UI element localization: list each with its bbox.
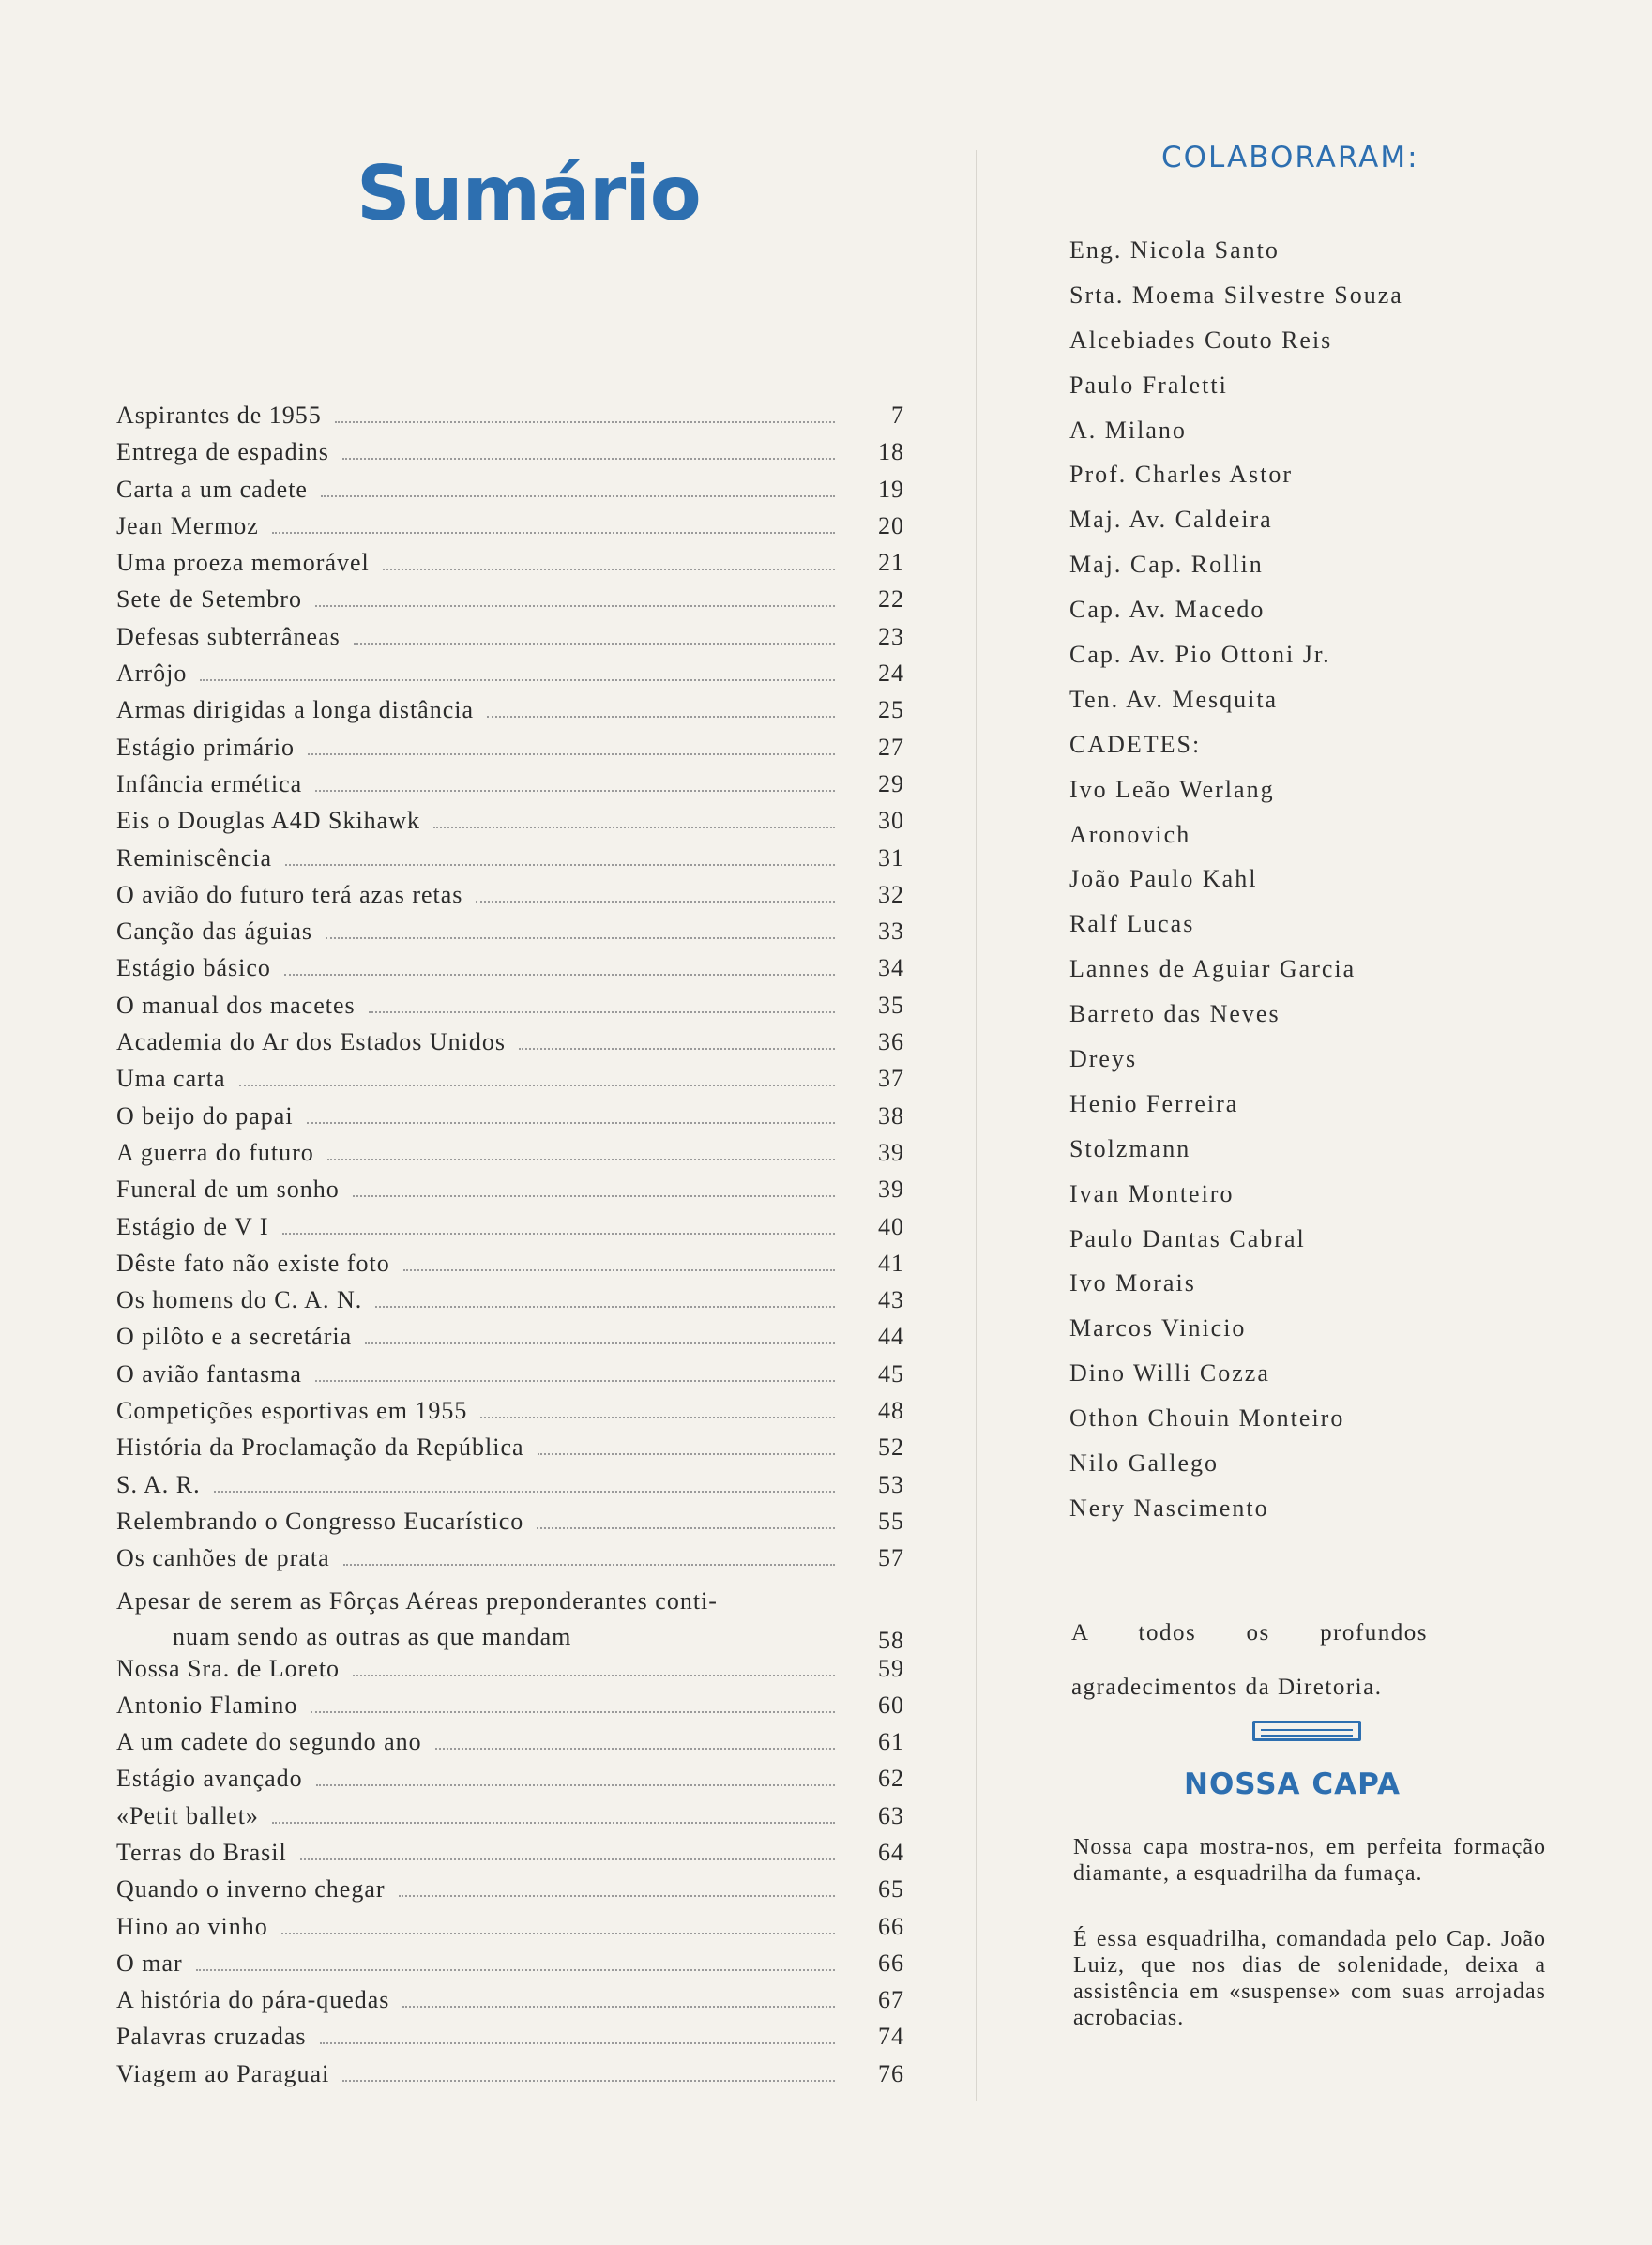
contributor-name: Ralf Lucas (1069, 910, 1195, 938)
toc-entry-title: Estágio primário (116, 733, 296, 761)
toc-entry (116, 438, 904, 475)
toc-entry-page: 19 (878, 475, 904, 503)
toc-entry-title: Hino ao vinho (116, 1912, 268, 1940)
toc-entry (116, 660, 904, 696)
toc-entry-title: Quando o inverno chegar (116, 1875, 386, 1904)
toc-entry-page: 52 (878, 1433, 904, 1462)
contributor-name: Paulo Fraletti (1069, 371, 1228, 399)
contributor-name: Aronovich (1069, 820, 1191, 848)
toc-entry-page: 58 (878, 1626, 904, 1654)
toc-entry (116, 954, 904, 991)
dot-leader (476, 900, 835, 903)
toc-entry (116, 1433, 904, 1470)
contributor-name: A. Milano (1069, 416, 1187, 444)
toc-entry (116, 585, 904, 622)
contributor-name: Dreys (1069, 1045, 1138, 1073)
toc-entry-title: Estágio básico (116, 954, 271, 982)
dot-leader (369, 1010, 835, 1013)
toc-entry (116, 1102, 904, 1139)
toc-entry-page: 57 (878, 1544, 904, 1572)
toc-entry (116, 549, 904, 585)
toc-entry-page: 25 (878, 696, 904, 724)
dot-leader (321, 494, 835, 497)
toc-entry (116, 1875, 904, 1912)
toc-entry (116, 2023, 904, 2059)
toc-entry-title: O avião fantasma (116, 1359, 302, 1388)
toc-entry-page: 40 (878, 1212, 904, 1240)
toc-entry (116, 1949, 904, 1986)
column-divider (976, 150, 977, 2101)
dot-leader (342, 457, 835, 460)
wings-emblem-icon (1252, 1721, 1361, 1741)
cadetes-subheading: CADETES: (1069, 730, 1202, 758)
dot-leader (316, 1783, 835, 1786)
toc-entry-page: 35 (878, 991, 904, 1019)
toc-entry-title: História da Proclamação da República (116, 1433, 524, 1462)
toc-entry (116, 1508, 904, 1544)
toc-entry-title: O avião do futuro terá azas retas (116, 880, 463, 908)
toc-entry-page: 27 (878, 733, 904, 761)
toc-entry-title (116, 1584, 823, 1655)
contributor-name: Alcebiades Couto Reis (1069, 326, 1333, 354)
dot-leader (326, 936, 835, 939)
toc-entry-page: 37 (878, 1065, 904, 1093)
contributor-name: Ivan Monteiro (1069, 1179, 1235, 1207)
toc-entry-title: Entrega de espadins (116, 438, 329, 466)
dot-leader (308, 752, 835, 755)
toc-entry-title: A história do pára-quedas (116, 1986, 390, 2014)
contributor-name: Nilo Gallego (1069, 1449, 1220, 1478)
toc-entry (116, 512, 904, 549)
contributor-name: Nery Nascimento (1069, 1494, 1269, 1522)
contributor-name: Ten. Av. Mesquita (1069, 685, 1279, 713)
contributor-name: Lannes de Aguiar Garcia (1069, 955, 1356, 983)
toc-entry (116, 1176, 904, 1212)
page-title: Sumário (356, 150, 701, 237)
toc-entry-title: «Petit ballet» (116, 1801, 259, 1829)
dot-leader (480, 1416, 835, 1418)
toc-entry-title: Estágio avançado (116, 1765, 303, 1793)
contributors-list (1069, 236, 1403, 1540)
toc-entry (116, 1582, 904, 1655)
toc-entry-page: 60 (878, 1691, 904, 1719)
toc-entry-page: 23 (878, 622, 904, 650)
toc-entry (116, 1250, 904, 1286)
dot-leader (281, 1932, 835, 1934)
toc-entry-page: 30 (878, 807, 904, 835)
toc-entry-page: 62 (878, 1765, 904, 1793)
toc-entry-title: Eis o Douglas A4D Skihawk (116, 807, 420, 835)
dot-leader (307, 1121, 835, 1124)
toc-entry-title: O manual dos macetes (116, 991, 356, 1019)
dot-leader (285, 863, 835, 866)
toc-entry-title: Uma carta (116, 1065, 226, 1093)
toc-entry (116, 1802, 904, 1839)
contributor-name: Maj. Cap. Rollin (1069, 551, 1264, 579)
toc-entry (116, 1913, 904, 1949)
nossa-capa-heading: NOSSA CAPA (1184, 1767, 1401, 1801)
toc-entry (116, 1323, 904, 1359)
toc-entry (116, 1286, 904, 1323)
dot-leader (300, 1858, 835, 1860)
dot-leader (403, 1268, 835, 1271)
toc-entry-title: A guerra do futuro (116, 1138, 314, 1166)
toc-entry-page: 39 (878, 1138, 904, 1166)
toc-entry-page: 41 (878, 1249, 904, 1277)
contributor-name: Prof. Charles Astor (1069, 461, 1294, 489)
toc-entry (116, 992, 904, 1028)
toc-entry (116, 1839, 904, 1875)
toc-entry-page: 24 (878, 660, 904, 688)
toc-entry-page: 76 (878, 2059, 904, 2087)
dot-leader (537, 1526, 835, 1529)
toc-entry-page: 32 (878, 880, 904, 908)
thanks-note: A todos os profundos agradecimentos da Diretoria. (1071, 1620, 1428, 1700)
toc-entry (116, 807, 904, 843)
dot-leader (214, 1490, 835, 1493)
contributor-name: Srta. Moema Silvestre Souza (1069, 281, 1403, 309)
toc-entry-title: Terras do Brasil (116, 1838, 287, 1866)
dot-leader (435, 1747, 835, 1750)
toc-entry (116, 1655, 904, 1691)
toc-entry-title: Antonio Flamino (116, 1691, 298, 1719)
dot-leader (433, 826, 835, 828)
toc-entry-title: Carta a um cadete (116, 475, 308, 503)
toc-entry-page: 7 (891, 402, 904, 429)
toc-entry-page: 31 (878, 843, 904, 872)
dot-leader (272, 1821, 835, 1824)
toc-entry-page: 43 (878, 1286, 904, 1314)
toc-entry-page: 18 (878, 438, 904, 466)
toc-entry-title: Jean Mermoz (116, 511, 259, 539)
dot-leader (315, 604, 835, 607)
toc-entry-page: 74 (878, 2023, 904, 2051)
dot-leader (282, 1232, 835, 1235)
toc-entry (116, 881, 904, 918)
toc-entry-title: Canção das águias (116, 918, 313, 946)
dot-leader (365, 1342, 835, 1344)
colaboraram-heading: COLABORARAM: (1161, 141, 1419, 174)
toc-entry (116, 1213, 904, 1250)
contributor-name: Dino Willi Cozza (1069, 1359, 1270, 1388)
squadron-description: É essa esquadrilha, comandada pelo Cap. João Luiz, que nos dias de solenidade, deixa a assistência em «suspense» com suas arrojadas acrobacias. (1073, 1927, 1546, 2030)
contributor-name: Ivo Leão Werlang (1069, 775, 1275, 803)
toc-entry-title: Dêste fato não existe foto (116, 1249, 390, 1277)
toc-entry (116, 844, 904, 881)
toc-entry-page: 59 (878, 1654, 904, 1682)
contributor-name: Eng. Nicola Santo (1069, 236, 1280, 264)
toc-entry-page: 53 (878, 1470, 904, 1498)
dot-leader (311, 1710, 835, 1713)
dot-leader (354, 642, 835, 645)
toc-entry-page: 63 (878, 1801, 904, 1829)
contributor-name: João Paulo Kahl (1069, 865, 1258, 893)
contributor-name: Henio Ferreira (1069, 1089, 1239, 1117)
toc-entry-page: 36 (878, 1028, 904, 1056)
table-of-contents (116, 402, 904, 2097)
dot-leader (335, 420, 835, 423)
toc-entry (116, 2060, 904, 2097)
toc-entry-page: 39 (878, 1176, 904, 1204)
dot-leader (353, 1674, 835, 1676)
toc-entry-page: 22 (878, 585, 904, 614)
dot-leader (315, 789, 835, 792)
contributor-name: Stolzmann (1069, 1134, 1191, 1162)
toc-entry-title-line: Apesar de serem as Fôrças Aéreas preponderantes conti- (116, 1586, 718, 1615)
dot-leader (487, 715, 835, 718)
toc-entry (116, 1028, 904, 1065)
toc-entry-page: 45 (878, 1359, 904, 1388)
dot-leader (315, 1379, 835, 1382)
toc-entry-title: Viagem ao Paraguai (116, 2059, 330, 2087)
contributor-name: Marcos Vinicio (1069, 1314, 1247, 1342)
toc-entry (116, 1986, 904, 2023)
toc-entry-page: 61 (878, 1728, 904, 1756)
contributor-name: Barreto das Neves (1069, 1000, 1281, 1028)
contributor-name: Othon Chouin Monteiro (1069, 1404, 1345, 1433)
toc-entry-title: Relembrando o Congresso Eucarístico (116, 1507, 524, 1535)
toc-entry-page: 55 (878, 1507, 904, 1535)
dot-leader (353, 1194, 835, 1197)
dot-leader (402, 2005, 835, 2008)
toc-entry-title: A um cadete do segundo ano (116, 1728, 422, 1756)
dot-leader (399, 1894, 835, 1897)
toc-entry-title: Competições esportivas em 1955 (116, 1397, 468, 1425)
toc-entry-page: 64 (878, 1838, 904, 1866)
toc-entry-title: Arrôjo (116, 660, 188, 688)
toc-entry-title: Academia do Ar dos Estados Unidos (116, 1028, 507, 1056)
toc-entry-title: Funeral de um sonho (116, 1176, 340, 1204)
toc-entry-title-line: nuam sendo as outras as que mandam (173, 1622, 572, 1650)
toc-entry-page: 29 (878, 769, 904, 797)
toc-entry-page: 65 (878, 1875, 904, 1904)
toc-entry-title: Defesas subterrâneas (116, 622, 341, 650)
toc-entry-title: Infância ermética (116, 769, 303, 797)
toc-entry-title: Os homens do C. A. N. (116, 1286, 363, 1314)
toc-entry-title: Aspirantes de 1955 (116, 402, 322, 429)
toc-entry-page: 33 (878, 918, 904, 946)
dot-leader (320, 2041, 835, 2044)
dot-leader (239, 1084, 835, 1086)
dot-leader (538, 1452, 835, 1455)
toc-entry (116, 770, 904, 807)
contributor-name: Maj. Av. Caldeira (1069, 506, 1273, 534)
toc-entry (116, 1765, 904, 1801)
toc-entry (116, 1728, 904, 1765)
cover-description: Nossa capa mostra-nos, em perfeita formação diamante, a esquadrilha da fumaça. (1073, 1835, 1546, 1886)
toc-entry (116, 402, 904, 438)
toc-entry (116, 696, 904, 733)
dot-leader (375, 1305, 835, 1308)
toc-entry-page: 66 (878, 1912, 904, 1940)
toc-entry-title: O pilôto e a secretária (116, 1323, 353, 1351)
toc-entry-page: 66 (878, 1949, 904, 1977)
toc-entry (116, 623, 904, 660)
toc-entry (116, 1065, 904, 1101)
dot-leader (383, 568, 835, 570)
toc-entry-title: Os canhões de prata (116, 1544, 330, 1572)
toc-entry (116, 1691, 904, 1728)
toc-entry-page: 38 (878, 1101, 904, 1130)
contributor-name: Cap. Av. Pio Ottoni Jr. (1069, 641, 1331, 669)
dot-leader (343, 1563, 835, 1566)
toc-entry-title: Palavras cruzadas (116, 2023, 307, 2051)
toc-entry-title: Armas dirigidas a longa distância (116, 696, 475, 724)
toc-entry-page: 34 (878, 954, 904, 982)
toc-entry-title: Estágio de V I (116, 1212, 269, 1240)
dot-leader (272, 531, 835, 534)
toc-entry-title: Uma proeza memorável (116, 549, 370, 577)
toc-entry-title: O mar (116, 1949, 183, 1977)
toc-entry-page: 21 (878, 549, 904, 577)
dot-leader (327, 1158, 835, 1160)
toc-entry-page: 67 (878, 1986, 904, 2014)
dot-leader (200, 678, 835, 681)
toc-entry (116, 1360, 904, 1397)
dot-leader (342, 2079, 835, 2082)
toc-entry-page: 48 (878, 1397, 904, 1425)
toc-entry (116, 734, 904, 770)
dot-leader (284, 973, 835, 976)
toc-entry-title: O beijo do papai (116, 1101, 294, 1130)
toc-entry (116, 918, 904, 954)
toc-entry-page: 44 (878, 1323, 904, 1351)
contributor-name: Ivo Morais (1069, 1269, 1196, 1297)
toc-entry-title: S. A. R. (116, 1470, 201, 1498)
dot-leader (519, 1047, 835, 1050)
toc-entry (116, 1139, 904, 1176)
toc-entry (116, 476, 904, 512)
toc-entry-title: Nossa Sra. de Loreto (116, 1654, 341, 1682)
contributor-name: Paulo Dantas Cabral (1069, 1224, 1306, 1252)
toc-entry-title: Reminiscência (116, 843, 273, 872)
toc-entry (116, 1544, 904, 1581)
toc-entry-title: Sete de Setembro (116, 585, 302, 614)
toc-entry-page: 20 (878, 511, 904, 539)
toc-entry (116, 1471, 904, 1508)
dot-leader (196, 1968, 835, 1971)
toc-entry (116, 1397, 904, 1433)
contributor-name: Cap. Av. Macedo (1069, 596, 1266, 624)
